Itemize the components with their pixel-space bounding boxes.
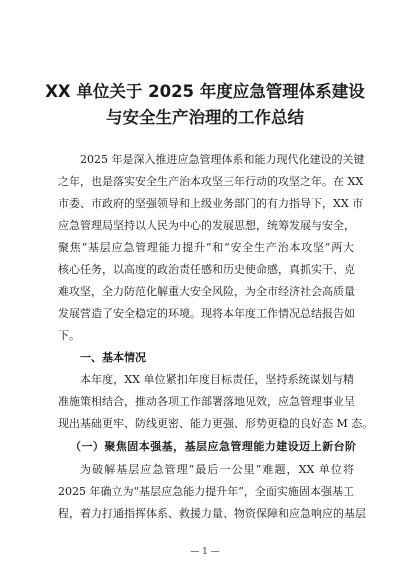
paragraph-line: 之年，也是落实安全生产治本攻坚三年行动的攻坚之年。在 XX [58,175,364,188]
paragraph-line: 2025 年是深入推进应急管理体系和能力现代化建设的关键 [80,153,365,166]
paragraph-line: 现出基础更牢、防线更密、能力更强、形势更稳的良好态 M 态。 [58,417,374,430]
section-heading: 一、基本情况 [80,351,146,364]
subsection-heading: （一）聚焦固本强基，基层应急管理能力建设迈上新台阶 [70,440,356,453]
paragraph-line: 市委、市政府的坚强领导和上级业务部门的有力指导下，XX 市 [58,197,364,210]
paragraph-line: 2025 年确立为“基层应急能力提升年”，全面实施固本强基工 [58,485,354,498]
paragraph-line: 程，着力打通指挥体系、救援力量、物资保障和应急响应的基层 [58,507,366,520]
paragraph-line: 下。 [58,329,80,342]
document-title-line-2: 与安全生产治理的工作总结 [106,108,304,127]
paragraph-line: 发展营造了安全稳定的环境。现将本年度工作情况总结报告如 [58,307,355,320]
paragraph-line: 核心任务，以高度的政治责任感和历史使命感，真抓实干、克 [58,263,355,276]
page-number: — 1 — [190,547,220,557]
paragraph-line: 准施策相结合，推动各项工作部署落地见效，应急管理事业呈 [58,395,355,408]
paragraph-line: 应急管理局坚持以人民为中心的发展思想，统筹发展与安全， [58,219,355,232]
paragraph-line: 本年度，XX 单位紧扣年度目标责任，坚持系统谋划与精 [80,373,354,386]
paragraph-line: 聚焦“基层应急管理能力提升”和“安全生产治本攻坚”两大 [58,241,354,254]
paragraph-line: 难攻坚，全力防范化解重大安全风险，为全市经济社会高质量 [58,285,355,298]
paragraph-line: 为破解基层应急管理“最后一公里”难题，XX 单位将 [80,463,354,476]
document-title-line-1: XX 单位关于 2025 年度应急管理体系建设 [45,82,365,101]
